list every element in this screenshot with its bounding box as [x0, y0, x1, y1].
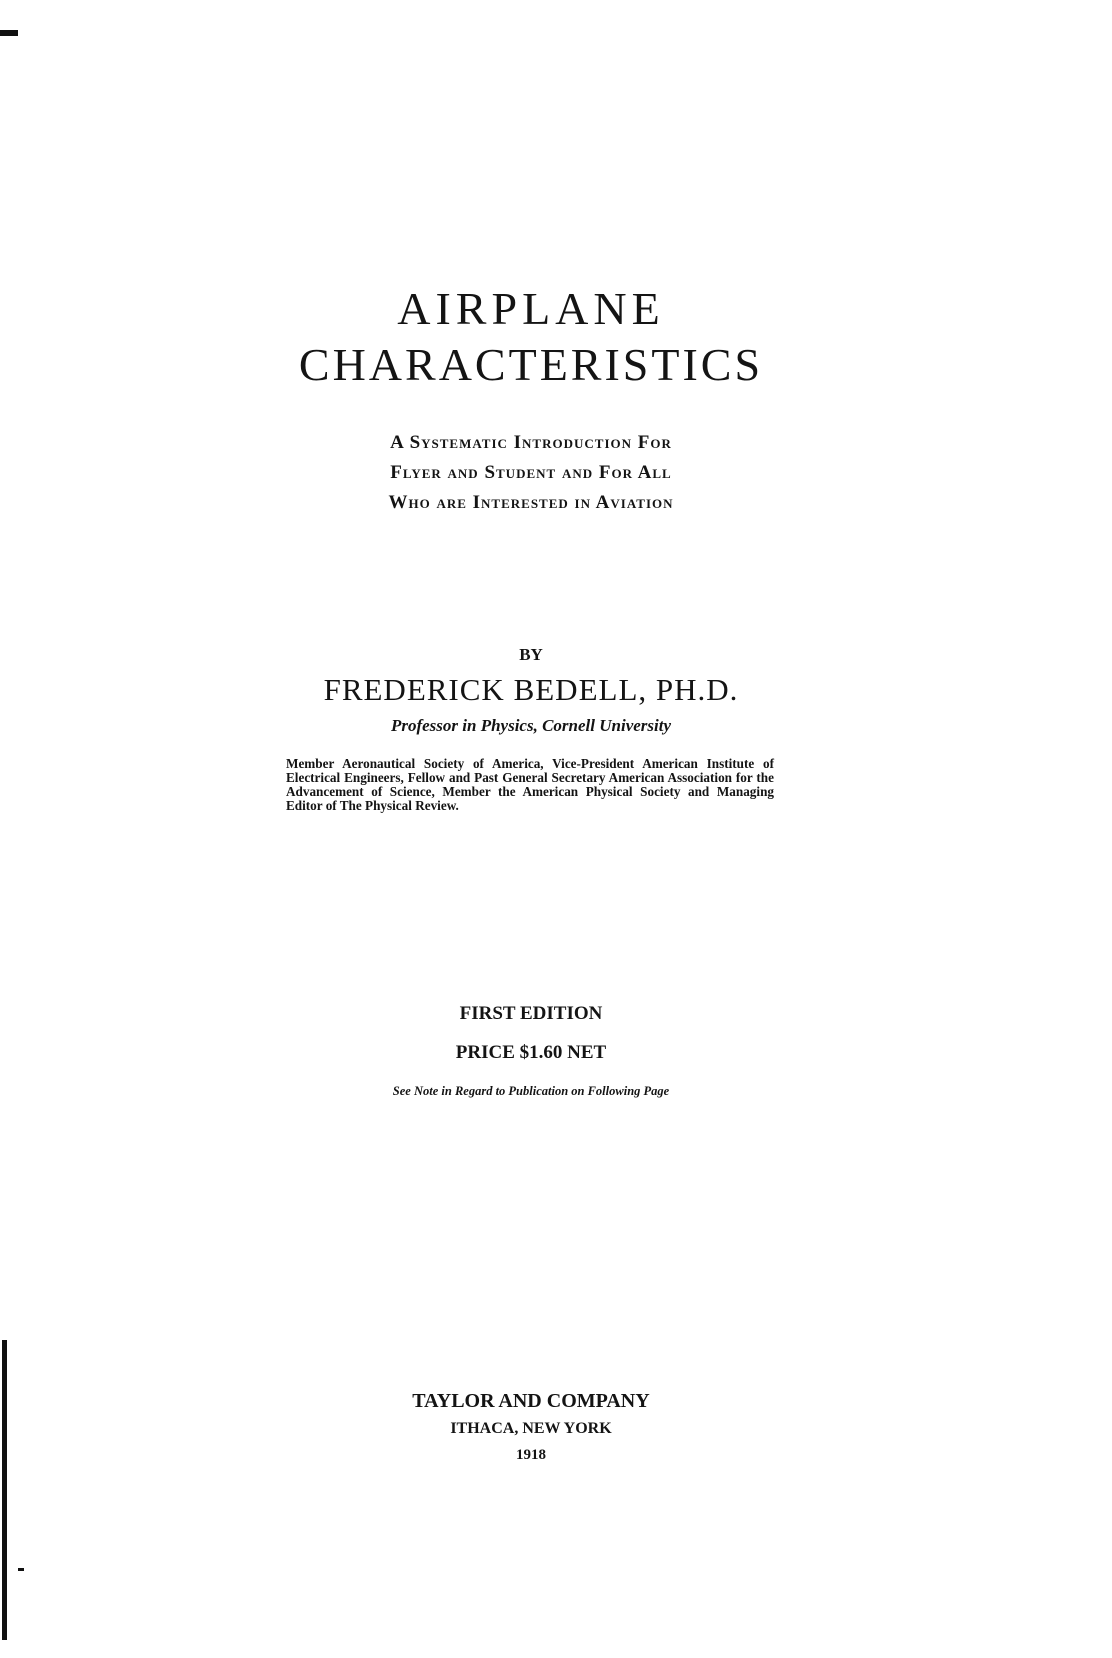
scan-edge [2, 1340, 7, 1640]
publication-note: See Note in Regard to Publication on Following Page [392, 1084, 670, 1098]
scan-mark [18, 1568, 24, 1571]
subtitle-line: Flyer and Student and For All [390, 462, 672, 483]
title-line-2: CHARACTERISTICS [298, 339, 764, 390]
publisher-name: TAYLOR AND COMPANY [412, 1390, 650, 1412]
by-label: BY [519, 645, 543, 664]
publication-year: 1918 [516, 1447, 546, 1463]
title-line-1: AIRPLANE [397, 283, 665, 334]
price: PRICE $1.60 NET [455, 1042, 607, 1063]
subtitle-line: Who are Interested in Aviation [388, 492, 674, 513]
scan-mark [0, 30, 18, 36]
author-position: Professor in Physics, Cornell University [390, 716, 672, 735]
author-memberships: Member Aeronautical Society of America, Vice-President American Institute of Electrical Engineers, Fellow and Past General Secretary American Association for the Advancement of Science, Member the American Physical Society and Managing Editor of The Physical Review. [286, 756, 774, 813]
edition-label: FIRST EDITION [459, 1003, 603, 1024]
author-name: FREDERICK BEDELL, PH.D. [323, 672, 739, 707]
publisher-place: ITHACA, NEW YORK [450, 1420, 612, 1437]
subtitle-line: A Systematic Introduction For [390, 432, 672, 453]
